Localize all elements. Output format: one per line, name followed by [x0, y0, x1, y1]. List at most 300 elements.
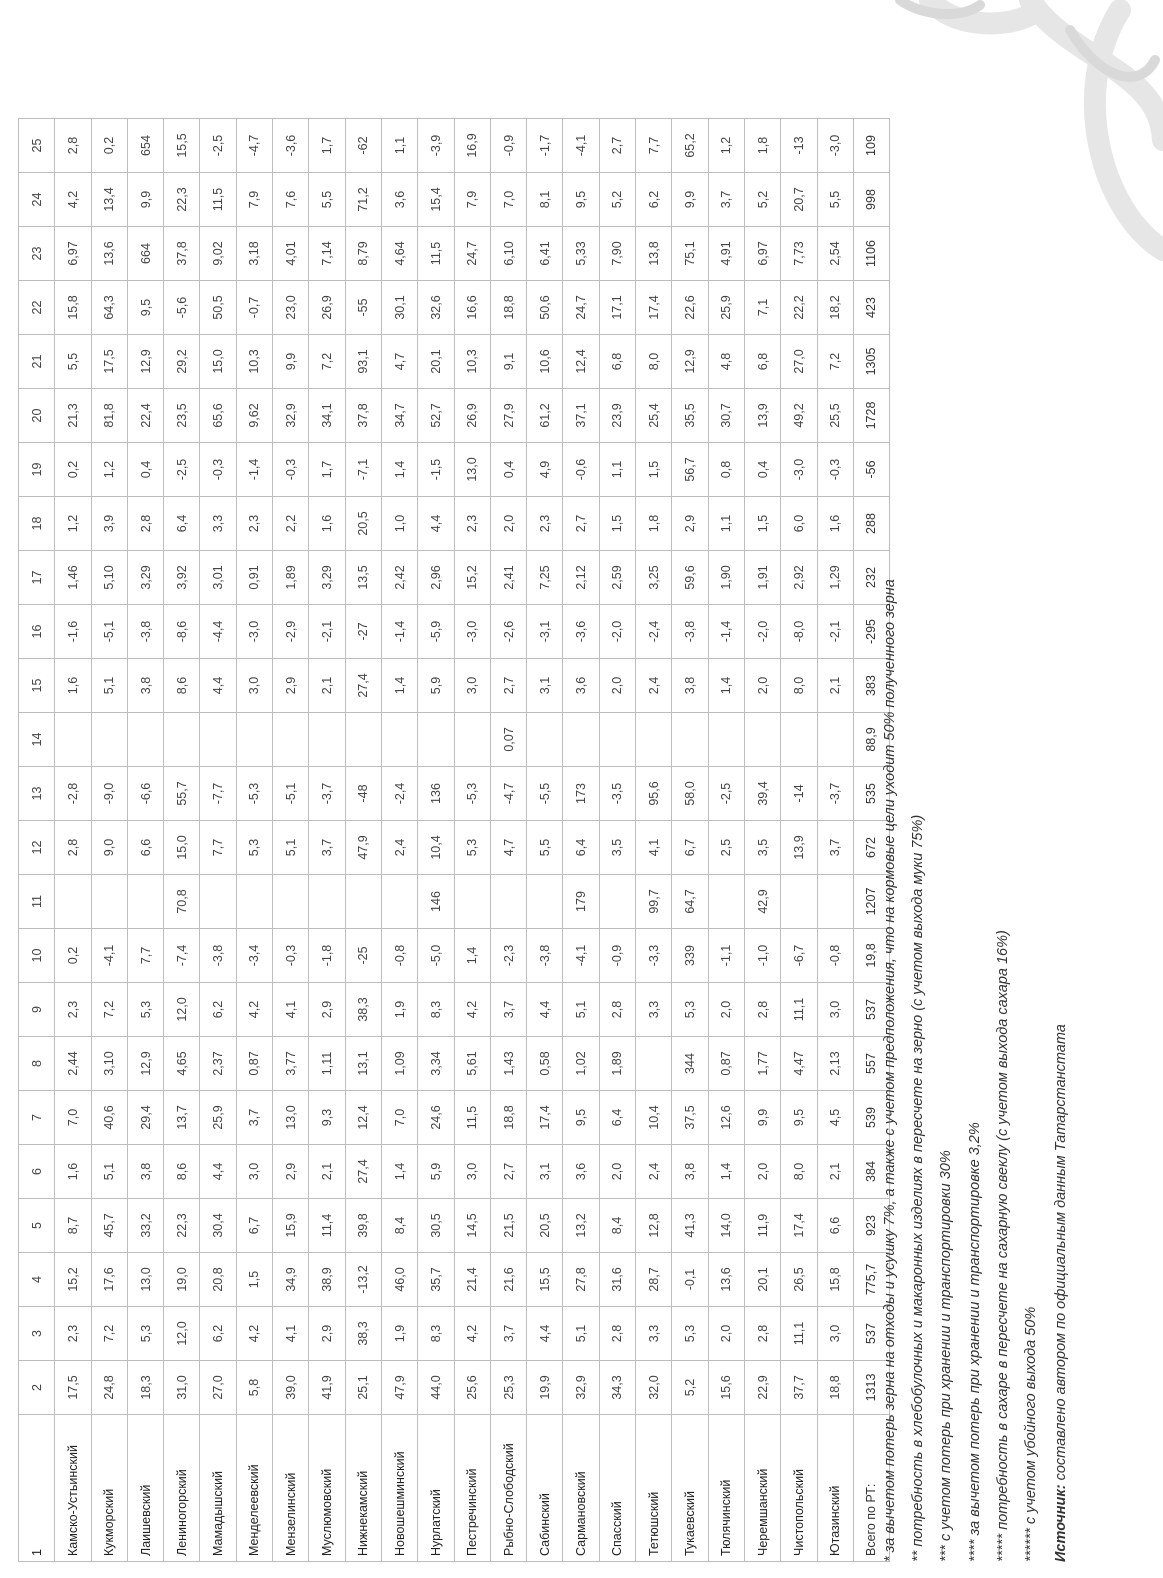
table-cell: -8,0: [781, 605, 817, 659]
column-header: 23: [19, 227, 55, 281]
column-header: 14: [19, 713, 55, 767]
table-cell: 2,9: [672, 497, 708, 551]
table-cell: 3,92: [164, 551, 200, 605]
table-cell: 384: [853, 1145, 889, 1199]
table-cell: 4,4: [200, 1145, 236, 1199]
table-cell: 0,07: [490, 713, 526, 767]
column-header: 2: [19, 1361, 55, 1415]
district-name-cell: Кукморский: [91, 1415, 127, 1562]
table-cell: 4,9: [527, 443, 563, 497]
table-row: [527, 119, 563, 1562]
table-cell: [636, 1037, 672, 1091]
table-cell: 1,6: [817, 497, 853, 551]
table-cell: 923: [853, 1199, 889, 1253]
table-cell: 15,6: [708, 1361, 744, 1415]
table-cell: 7,14: [309, 227, 345, 281]
table-cell: 17,4: [781, 1199, 817, 1253]
table-cell: -5,1: [273, 767, 309, 821]
table-cell: -0,7: [236, 281, 272, 335]
table-cell: 20,5: [345, 497, 381, 551]
table-cell: 3,3: [200, 497, 236, 551]
table-cell: [200, 713, 236, 767]
table-cell: 25,6: [454, 1361, 490, 1415]
table-cell: 146: [418, 875, 454, 929]
table-cell: 29,2: [164, 335, 200, 389]
table-cell: 2,8: [599, 1307, 635, 1361]
column-header: 12: [19, 821, 55, 875]
table-cell: -4,7: [236, 119, 272, 173]
table-cell: 25,1: [345, 1361, 381, 1415]
table-cell: 27,4: [345, 659, 381, 713]
table-cell: -4,1: [563, 119, 599, 173]
table-cell: -3,5: [599, 767, 635, 821]
table-cell: 8,1: [527, 173, 563, 227]
table-cell: 20,5: [527, 1199, 563, 1253]
district-name-cell: Новошешминский: [381, 1415, 417, 1562]
table-cell: [345, 875, 381, 929]
table-cell: 12,0: [164, 983, 200, 1037]
table-cell: 1,6: [55, 659, 91, 713]
table-cell: 13,6: [91, 227, 127, 281]
table-cell: 9,9: [273, 335, 309, 389]
table-cell: 2,1: [309, 1145, 345, 1199]
table-cell: 2,37: [200, 1037, 236, 1091]
table-cell: 8,4: [599, 1199, 635, 1253]
table-cell: 11,5: [200, 173, 236, 227]
table-cell: 15,2: [454, 551, 490, 605]
table-cell: 1,9: [381, 1307, 417, 1361]
table-cell: 2,0: [744, 1145, 780, 1199]
table-row: [236, 119, 272, 1562]
table-cell: 5,3: [672, 983, 708, 1037]
table-cell: 17,5: [55, 1361, 91, 1415]
table-cell: 15,2: [55, 1253, 91, 1307]
table-cell: 3,29: [127, 551, 163, 605]
table-cell: 11,1: [781, 983, 817, 1037]
district-name-cell: Пестречинский: [454, 1415, 490, 1562]
table-cell: 1728: [853, 389, 889, 443]
district-name-cell: Камско-Устьинский: [55, 1415, 91, 1562]
table-cell: 136: [418, 767, 454, 821]
table-cell: 24,6: [418, 1091, 454, 1145]
table-cell: 7,1: [744, 281, 780, 335]
table-cell: 179: [563, 875, 599, 929]
table-cell: 7,2: [817, 335, 853, 389]
table-cell: 3,5: [599, 821, 635, 875]
table-cell: 47,9: [381, 1361, 417, 1415]
table-cell: 5,9: [418, 659, 454, 713]
table-cell: 0,4: [744, 443, 780, 497]
table-cell: 15,9: [273, 1199, 309, 1253]
table-cell: 39,8: [345, 1199, 381, 1253]
table-cell: 4,91: [708, 227, 744, 281]
table-cell: 3,0: [454, 1145, 490, 1199]
table-cell: 6,10: [490, 227, 526, 281]
table-cell: 1,4: [381, 443, 417, 497]
table-cell: 1305: [853, 335, 889, 389]
table-cell: 41,9: [309, 1361, 345, 1415]
table-cell: 13,5: [345, 551, 381, 605]
table-cell: [599, 875, 635, 929]
table-cell: 31,0: [164, 1361, 200, 1415]
table-cell: 16,9: [454, 119, 490, 173]
table-cell: -2,4: [636, 605, 672, 659]
table-cell: 50,5: [200, 281, 236, 335]
table-cell: 3,3: [636, 983, 672, 1037]
table-cell: 423: [853, 281, 889, 335]
table-cell: 2,4: [636, 1145, 672, 1199]
table-row: [454, 119, 490, 1562]
table-cell: 2,44: [55, 1037, 91, 1091]
district-name-cell: Тетюшский: [636, 1415, 672, 1562]
column-header: 24: [19, 173, 55, 227]
district-name-cell: Тукаевский: [672, 1415, 708, 1562]
table-cell: 1,6: [55, 1145, 91, 1199]
table-cell: 557: [853, 1037, 889, 1091]
table-cell: 383: [853, 659, 889, 713]
table-cell: -0,9: [490, 119, 526, 173]
table-cell: -5,1: [91, 605, 127, 659]
table-cell: [200, 875, 236, 929]
table-cell: 13,0: [273, 1091, 309, 1145]
table-cell: 4,64: [381, 227, 417, 281]
table-cell: 2,8: [127, 497, 163, 551]
table-cell: 41,3: [672, 1199, 708, 1253]
table-cell: 2,0: [599, 659, 635, 713]
table-cell: 1,7: [309, 443, 345, 497]
table-cell: 37,5: [672, 1091, 708, 1145]
table-cell: 32,6: [418, 281, 454, 335]
table-cell: -1,4: [236, 443, 272, 497]
table-cell: [91, 713, 127, 767]
column-header: 7: [19, 1091, 55, 1145]
table-cell: [672, 713, 708, 767]
table-cell: 4,4: [418, 497, 454, 551]
table-cell: -4,1: [563, 929, 599, 983]
table-cell: 17,6: [91, 1253, 127, 1307]
table-cell: 5,3: [454, 821, 490, 875]
table-cell: 1,8: [636, 497, 672, 551]
table-cell: 288: [853, 497, 889, 551]
table-cell: 2,8: [744, 983, 780, 1037]
table-cell: 55,7: [164, 767, 200, 821]
table-cell: 1,43: [490, 1037, 526, 1091]
table-cell: -2,0: [744, 605, 780, 659]
table-cell: 11,1: [781, 1307, 817, 1361]
table-cell: 672: [853, 821, 889, 875]
table-cell: 1,29: [817, 551, 853, 605]
table-cell: 27,8: [563, 1253, 599, 1307]
table-cell: -4,4: [200, 605, 236, 659]
table-cell: [599, 713, 635, 767]
table-cell: 1,5: [236, 1253, 272, 1307]
table-cell: -3,1: [527, 605, 563, 659]
table-cell: -3,8: [527, 929, 563, 983]
column-header: 25: [19, 119, 55, 173]
table-cell: 37,7: [781, 1361, 817, 1415]
table-cell: 2,0: [599, 1145, 635, 1199]
table-cell: 0,91: [236, 551, 272, 605]
table-cell: 6,8: [744, 335, 780, 389]
column-header: 16: [19, 605, 55, 659]
table-cell: 9,1: [490, 335, 526, 389]
table-cell: 22,6: [672, 281, 708, 335]
table-cell: 2,9: [273, 1145, 309, 1199]
table-cell: 65,2: [672, 119, 708, 173]
table-row: [164, 119, 200, 1562]
table-cell: 3,6: [563, 659, 599, 713]
table-cell: 7,9: [454, 173, 490, 227]
table-cell: 59,6: [672, 551, 708, 605]
table-cell: 2,3: [527, 497, 563, 551]
table-cell: [563, 713, 599, 767]
table-cell: -55: [345, 281, 381, 335]
table-cell: 40,6: [91, 1091, 127, 1145]
table-cell: 2,3: [454, 497, 490, 551]
table-cell: 6,7: [236, 1199, 272, 1253]
table-cell: 5,5: [55, 335, 91, 389]
table-cell: -2,0: [599, 605, 635, 659]
table-cell: 0,87: [708, 1037, 744, 1091]
table-cell: 6,6: [127, 821, 163, 875]
table-cell: -2,1: [817, 605, 853, 659]
table-cell: 1,2: [91, 443, 127, 497]
table-cell: 339: [672, 929, 708, 983]
table-cell: 775,7: [853, 1253, 889, 1307]
table-cell: -3,4: [236, 929, 272, 983]
district-name-cell: Менделеевский: [236, 1415, 272, 1562]
table-cell: 10,4: [636, 1091, 672, 1145]
table-row: [418, 119, 454, 1562]
table-cell: 13,6: [708, 1253, 744, 1307]
table-cell: 12,0: [164, 1307, 200, 1361]
table-cell: 3,3: [636, 1307, 672, 1361]
table-cell: 5,5: [527, 821, 563, 875]
table-cell: -0,1: [672, 1253, 708, 1307]
table-row: [273, 119, 309, 1562]
table-cell: 15,5: [527, 1253, 563, 1307]
table-cell: 16,6: [454, 281, 490, 335]
table-cell: -3,7: [309, 767, 345, 821]
table-cell: 29,4: [127, 1091, 163, 1145]
table-cell: 1313: [853, 1361, 889, 1415]
table-cell: 3,34: [418, 1037, 454, 1091]
table-cell: [55, 713, 91, 767]
table-cell: [164, 713, 200, 767]
table-cell: 1,7: [309, 119, 345, 173]
table-cell: 38,3: [345, 983, 381, 1037]
district-name-cell: Нижнекамский: [345, 1415, 381, 1562]
district-name-cell: Мамадышский: [200, 1415, 236, 1562]
footnote: ***** потребность в сахаре в пересчете на сахарную свеклу (с учетом выхода сахара 16%): [994, 930, 1011, 1562]
table-cell: 2,12: [563, 551, 599, 605]
table-cell: -3,8: [672, 605, 708, 659]
table-cell: 56,7: [672, 443, 708, 497]
table-cell: 3,6: [381, 173, 417, 227]
table-cell: 3,77: [273, 1037, 309, 1091]
table-cell: 3,6: [563, 1145, 599, 1199]
table-cell: 8,7: [55, 1199, 91, 1253]
table-row: [91, 119, 127, 1562]
table-cell: 4,8: [708, 335, 744, 389]
table-cell: 13,9: [744, 389, 780, 443]
table-cell: 75,1: [672, 227, 708, 281]
table-cell: 9,62: [236, 389, 272, 443]
table-cell: 1,4: [381, 659, 417, 713]
table-cell: 4,01: [273, 227, 309, 281]
table-cell: 5,5: [817, 173, 853, 227]
table-cell: 1,1: [708, 497, 744, 551]
table-cell: 7,7: [200, 821, 236, 875]
table-cell: 12,8: [636, 1199, 672, 1253]
table-cell: 9,5: [127, 281, 163, 335]
table-cell: 2,4: [636, 659, 672, 713]
table-cell: 15,0: [200, 335, 236, 389]
table-cell: 5,33: [563, 227, 599, 281]
table-cell: 0,2: [55, 929, 91, 983]
district-name-cell: Сармановский: [563, 1415, 599, 1562]
table-cell: 10,3: [454, 335, 490, 389]
table-cell: 3,8: [672, 1145, 708, 1199]
table-cell: 38,3: [345, 1307, 381, 1361]
column-header: 21: [19, 335, 55, 389]
table-cell: -3,7: [817, 767, 853, 821]
table-cell: 23,0: [273, 281, 309, 335]
table-cell: 2,92: [781, 551, 817, 605]
table-cell: 12,9: [672, 335, 708, 389]
table-cell: -0,8: [381, 929, 417, 983]
table-cell: 25,5: [817, 389, 853, 443]
table-cell: -5,3: [454, 767, 490, 821]
table-cell: 9,9: [744, 1091, 780, 1145]
table-cell: 22,4: [127, 389, 163, 443]
table-cell: 81,8: [91, 389, 127, 443]
table-cell: 35,5: [672, 389, 708, 443]
table-cell: 1,5: [599, 497, 635, 551]
table-cell: 7,9: [236, 173, 272, 227]
table-cell: 1,9: [381, 983, 417, 1037]
table-cell: 22,2: [781, 281, 817, 335]
table-cell: -1,7: [527, 119, 563, 173]
table-cell: 3,9: [91, 497, 127, 551]
table-cell: 7,2: [309, 335, 345, 389]
table-cell: 4,1: [636, 821, 672, 875]
table-cell: [781, 875, 817, 929]
table-cell: -2,4: [381, 767, 417, 821]
table-cell: 5,8: [236, 1361, 272, 1415]
table-cell: -1,0: [744, 929, 780, 983]
table-cell: 8,3: [418, 1307, 454, 1361]
table-cell: 6,0: [781, 497, 817, 551]
table-cell: 26,5: [781, 1253, 817, 1307]
table-cell: 99,7: [636, 875, 672, 929]
table-cell: 1,1: [381, 119, 417, 173]
table-cell: 18,2: [817, 281, 853, 335]
table-cell: 6,2: [636, 173, 672, 227]
table-cell: 12,4: [345, 1091, 381, 1145]
table-cell: 45,7: [91, 1199, 127, 1253]
table-cell: -4,1: [91, 929, 127, 983]
table-cell: [817, 713, 853, 767]
table-cell: 7,7: [636, 119, 672, 173]
table-cell: 9,3: [309, 1091, 345, 1145]
table-cell: 93,1: [345, 335, 381, 389]
table-cell: -0,3: [273, 929, 309, 983]
table-cell: 2,0: [744, 659, 780, 713]
table-cell: 9,5: [563, 173, 599, 227]
table-cell: [708, 875, 744, 929]
table-cell: 12,4: [563, 335, 599, 389]
table-cell: 34,9: [273, 1253, 309, 1307]
data-table: [18, 118, 890, 1562]
table-cell: 37,8: [164, 227, 200, 281]
table-cell: 1,8: [744, 119, 780, 173]
footnote: ****** с учетом убойного выхода 50%: [1022, 1306, 1039, 1562]
table-cell: 15,8: [817, 1253, 853, 1307]
table-cell: 30,4: [200, 1199, 236, 1253]
column-header: 9: [19, 983, 55, 1037]
table-cell: 1,4: [708, 1145, 744, 1199]
table-cell: 46,0: [381, 1253, 417, 1307]
table-cell: 9,9: [672, 173, 708, 227]
table-cell: 5,2: [672, 1361, 708, 1415]
table-cell: -25: [345, 929, 381, 983]
table-cell: -6,7: [781, 929, 817, 983]
table-cell: -0,3: [200, 443, 236, 497]
table-cell: 4,2: [454, 1307, 490, 1361]
table-cell: 3,10: [91, 1037, 127, 1091]
table-cell: 4,4: [527, 983, 563, 1037]
table-cell: -3,0: [236, 605, 272, 659]
source-text: составлено автором по официальным данным Татарстанстата: [1053, 1024, 1070, 1485]
column-header: 6: [19, 1145, 55, 1199]
table-cell: 1,91: [744, 551, 780, 605]
table-cell: 2,7: [599, 119, 635, 173]
footnote: *** с учетом потерь при хранении и транспортировки 30%: [938, 1150, 955, 1562]
table-cell: 20,1: [418, 335, 454, 389]
table-cell: 8,6: [164, 659, 200, 713]
table-cell: [345, 713, 381, 767]
table-cell: -13,2: [345, 1253, 381, 1307]
table-cell: 70,8: [164, 875, 200, 929]
table-cell: 20,7: [781, 173, 817, 227]
table-cell: -1,8: [309, 929, 345, 983]
footnote: **** за вычетом потерь при хранении и транспортировке 3,2%: [966, 1122, 983, 1562]
table-cell: 5,1: [91, 659, 127, 713]
table-cell: 344: [672, 1037, 708, 1091]
table-cell: 1,4: [381, 1145, 417, 1199]
table-cell: [381, 713, 417, 767]
table-cell: 25,4: [636, 389, 672, 443]
table-cell: 8,4: [381, 1199, 417, 1253]
table-cell: 5,2: [744, 173, 780, 227]
footnote: ** потребность в хлебобулочных и макаронных изделиях в пересчете на зерно (с учетом выхода муки 75%): [910, 814, 927, 1562]
table-cell: 7,2: [91, 1307, 127, 1361]
table-cell: 13,4: [91, 173, 127, 227]
table-cell: 2,8: [599, 983, 635, 1037]
table-cell: 27,9: [490, 389, 526, 443]
table-cell: -0,3: [273, 443, 309, 497]
table-cell: 7,0: [490, 173, 526, 227]
table-cell: 25,9: [708, 281, 744, 335]
table-row: [672, 119, 708, 1562]
table-cell: 2,1: [309, 659, 345, 713]
table-cell: 7,25: [527, 551, 563, 605]
table-cell: 7,2: [91, 983, 127, 1037]
table-cell: 6,4: [563, 821, 599, 875]
table-cell: 5,10: [91, 551, 127, 605]
table-cell: 0,58: [527, 1037, 563, 1091]
